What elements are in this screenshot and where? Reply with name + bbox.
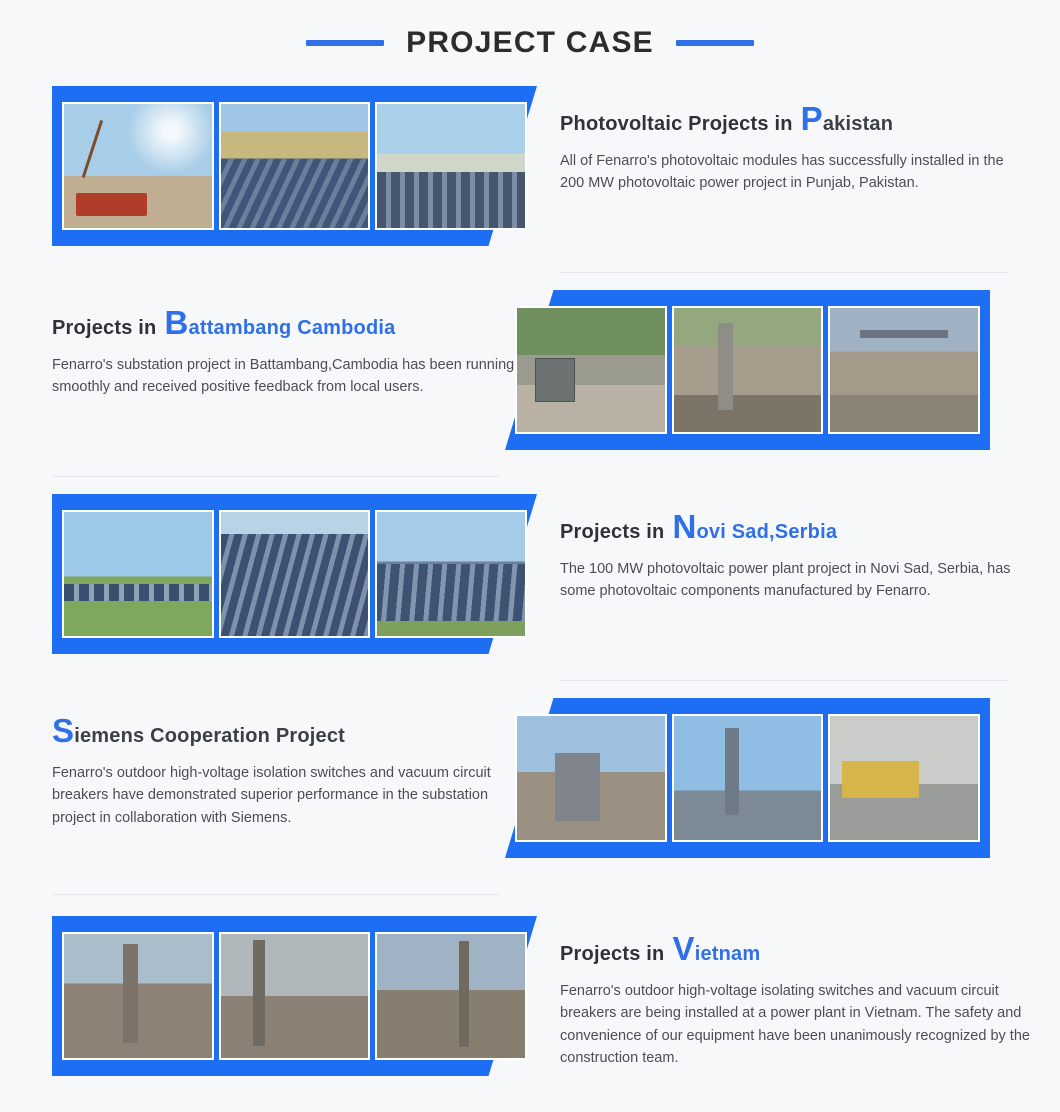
case-title-siemens	[52, 712, 522, 749]
photo-strip	[515, 306, 980, 434]
photo-substation-steel-structures[interactable]	[828, 306, 980, 434]
row-divider	[52, 476, 500, 477]
photo-solar-array-wide-view[interactable]	[375, 510, 527, 638]
case-title-prefix: Projects in	[560, 521, 665, 543]
case-media-serbia	[52, 494, 537, 654]
case-row-cambodia	[0, 290, 1060, 486]
case-title-lead-letter: V	[672, 930, 695, 967]
case-title-prefix: Projects in	[560, 943, 665, 965]
case-title-rest: akistan	[822, 113, 894, 135]
header-rule-right	[676, 40, 754, 46]
photo-substation-busbar-work[interactable]	[219, 932, 371, 1060]
photo-strip	[62, 510, 527, 638]
case-title-cambodia	[52, 304, 522, 341]
case-text-siemens	[52, 698, 522, 829]
case-title-lead-letter: N	[672, 508, 697, 545]
case-description-pakistan: All of Fenarro's photovoltaic modules has successfully installed in the 200 MW photovoltaic power project in Punjab, Pakistan.	[560, 153, 1004, 192]
case-description-serbia: The 100 MW photovoltaic power plant project in Novi Sad, Serbia, has some photovoltaic components manufactured by Fenarro.	[560, 561, 1011, 600]
case-media-cambodia	[505, 290, 990, 450]
case-description-cambodia: Fenarro's substation project in Battambang,Cambodia has been running smoothly and received positive feedback from local users.	[52, 357, 515, 396]
case-media-pakistan	[52, 86, 537, 246]
photo-overhead-line-equipment[interactable]	[375, 932, 527, 1060]
photo-high-voltage-insulators[interactable]	[672, 714, 824, 842]
case-title-lead-letter: B	[164, 304, 189, 341]
photo-crane-lifting-equipment[interactable]	[62, 102, 214, 230]
page-title: PROJECT CASE	[406, 26, 654, 59]
case-title-rest: attambang Cambodia	[188, 317, 396, 339]
photo-factory-assembly-hall[interactable]	[828, 714, 980, 842]
case-media-siemens	[505, 698, 990, 858]
photo-solar-array-rows[interactable]	[219, 510, 371, 638]
photo-switchyard-with-workers[interactable]	[515, 714, 667, 842]
photo-solar-panels-on-hillside[interactable]	[219, 102, 371, 230]
photo-strip	[515, 714, 980, 842]
row-divider	[52, 894, 500, 895]
page-header	[0, 0, 1060, 68]
case-description-siemens: Fenarro's outdoor high-voltage isolation switches and vacuum circuit breakers have demonstrated superior performance in the substation project in collaboration with Siemens.	[52, 765, 491, 826]
case-text-serbia	[560, 494, 1030, 603]
case-title-vietnam	[560, 930, 1030, 967]
header-rule-left	[306, 40, 384, 46]
case-title-prefix: Projects in	[52, 317, 157, 339]
case-title-rest: ietnam	[694, 943, 761, 965]
photo-solar-array-green-field[interactable]	[62, 510, 214, 638]
photo-solar-farm-panorama[interactable]	[375, 102, 527, 230]
case-title-lead-letter: P	[800, 100, 823, 137]
case-row-vietnam	[0, 916, 1060, 1112]
row-divider	[560, 272, 1008, 273]
case-title-rest: ovi Sad,Serbia	[696, 521, 838, 543]
case-description-vietnam: Fenarro's outdoor high-voltage isolating switches and vacuum circuit breakers are being installed at a power plant in Vietnam. The safety and convenience of our equipment have been unanimously recognized by the construction team.	[560, 983, 1030, 1067]
case-title-pakistan	[560, 100, 1030, 137]
case-title-lead-letter: S	[52, 712, 75, 749]
photo-substation-transformers[interactable]	[515, 306, 667, 434]
case-list	[0, 86, 1060, 1112]
case-text-pakistan	[560, 86, 1030, 195]
row-divider	[560, 680, 1008, 681]
case-title-prefix: Photovoltaic Projects in	[560, 113, 793, 135]
photo-substation-under-construction[interactable]	[672, 306, 824, 434]
case-row-siemens	[0, 698, 1060, 908]
photo-linemen-on-structure[interactable]	[62, 932, 214, 1060]
case-row-serbia	[0, 494, 1060, 690]
case-text-vietnam	[560, 916, 1030, 1070]
case-title-rest: iemens Cooperation Project	[74, 725, 346, 747]
case-row-pakistan	[0, 86, 1060, 282]
photo-strip	[62, 932, 527, 1060]
photo-strip	[62, 102, 527, 230]
case-text-cambodia	[52, 290, 522, 399]
case-title-serbia	[560, 508, 1030, 545]
case-media-vietnam	[52, 916, 537, 1076]
